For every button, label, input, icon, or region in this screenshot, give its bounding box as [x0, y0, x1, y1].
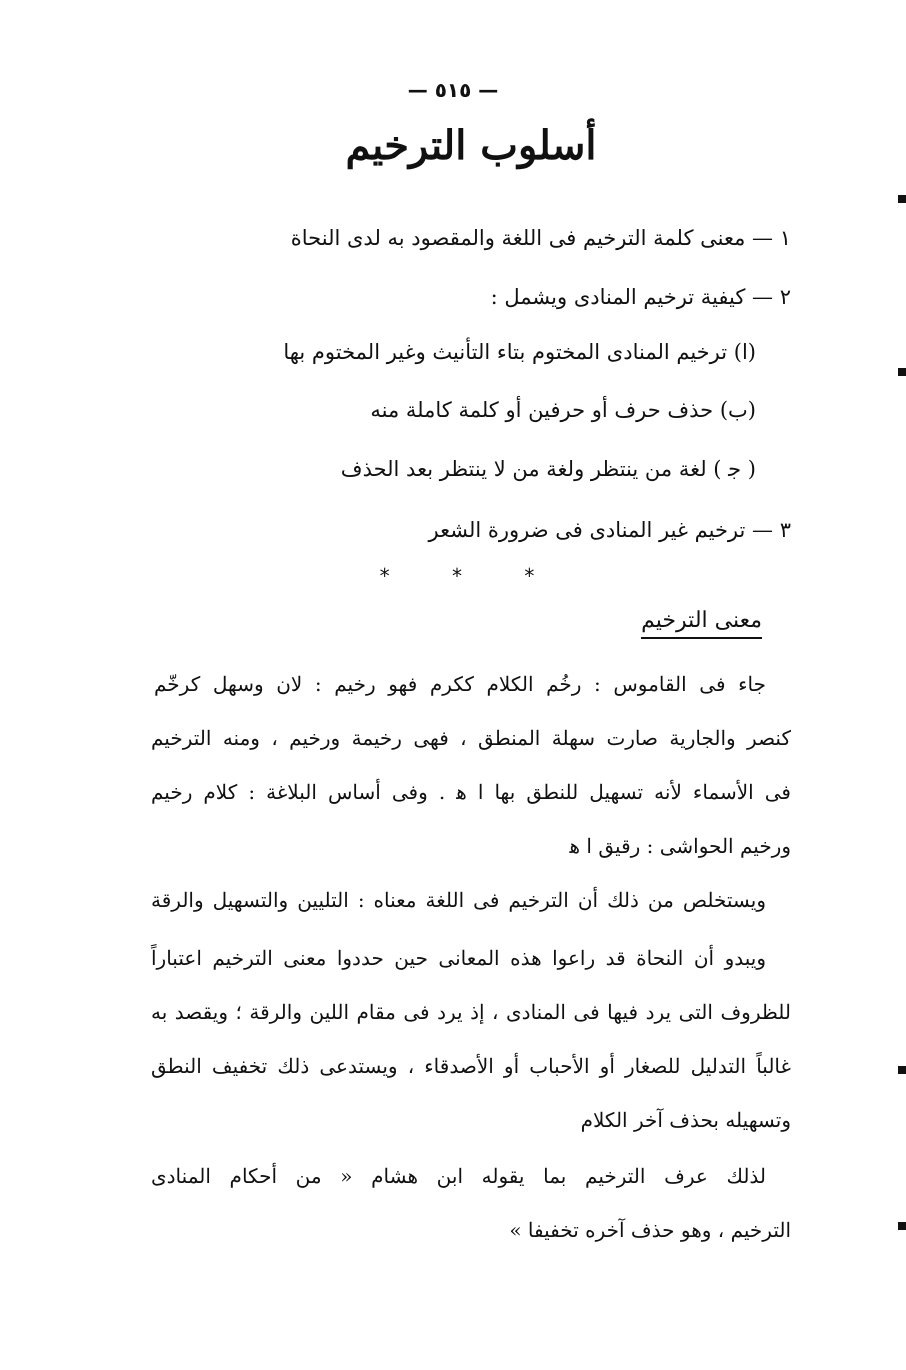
paragraph-1-line: ورخيم الحواشى : رقيق ا ﻫ	[569, 834, 791, 858]
chapter-title: أسلوب الترخيم	[345, 122, 597, 169]
outline-subitem-b: (ب) حذف حرف أو حرفين أو كلمة كاملة منه	[370, 398, 756, 422]
outline-item-1: ١ — معنى كلمة الترخيم فى اللغة والمقصود به لدى النحاة	[290, 226, 791, 250]
outline-subitem-c: ( ﺟ ) لغة من ينتظر ولغة من لا ينتظر بعد الحذف	[340, 457, 756, 481]
section-heading: معنى الترخيم	[641, 608, 762, 639]
margin-mark	[898, 368, 906, 376]
margin-mark	[898, 1066, 906, 1074]
paragraph-3-line: غالباً التدليل للصغار أو الأحباب أو الأصدقاء ، ويستدعى ذلك تخفيف النطق	[151, 1054, 791, 1078]
paragraph-1-line: فى الأسماء لأنه تسهيل للنطق بها ا ﻫ . وفى أساس البلاغة : كلام رخيم	[151, 780, 791, 804]
outline-item-2: ٢ — كيفية ترخيم المنادى ويشمل :	[490, 285, 791, 309]
margin-mark	[898, 1222, 906, 1230]
paragraph-3-line: ويبدو أن النحاة قد راعوا هذه المعانى حين حددوا معنى الترخيم اعتباراً	[151, 946, 766, 970]
paragraph-1-line: كنصر والجارية صارت سهلة المنطق ، فهى رخيمة ورخيم ، ومنه الترخيم	[151, 726, 791, 750]
section-separator: * * *	[379, 564, 563, 588]
paragraph-3-line: للظروف التى يرد فيها فى المنادى ، إذ يرد فى مقام اللين والرقة ؛ ويقصد به	[151, 1000, 791, 1024]
paragraph-4-line: لذلك عرف الترخيم بما يقوله ابن هشام « من أحكام المنادى	[151, 1164, 766, 1188]
paragraph-4-line: الترخيم ، وهو حذف آخره تخفيفا »	[509, 1218, 791, 1242]
outline-subitem-a: (ا) ترخيم المنادى المختوم بتاء التأنيث وغير المختوم بها	[283, 340, 756, 364]
outline-item-3: ٣ — ترخيم غير المنادى فى ضرورة الشعر	[428, 518, 791, 542]
paragraph-3-line: وتسهيله بحذف آخر الكلام	[580, 1108, 791, 1132]
margin-mark	[898, 195, 906, 203]
page-number: — ٥١٥ —	[407, 78, 499, 102]
paragraph-1-line: جاء فى القاموس : رخُم الكلام ككرم فهو رخيم : لان وسهل كرخّم	[154, 672, 766, 696]
paragraph-2-line: ويستخلص من ذلك أن الترخيم فى اللغة معناه : التليين والتسهيل والرقة	[151, 888, 766, 912]
